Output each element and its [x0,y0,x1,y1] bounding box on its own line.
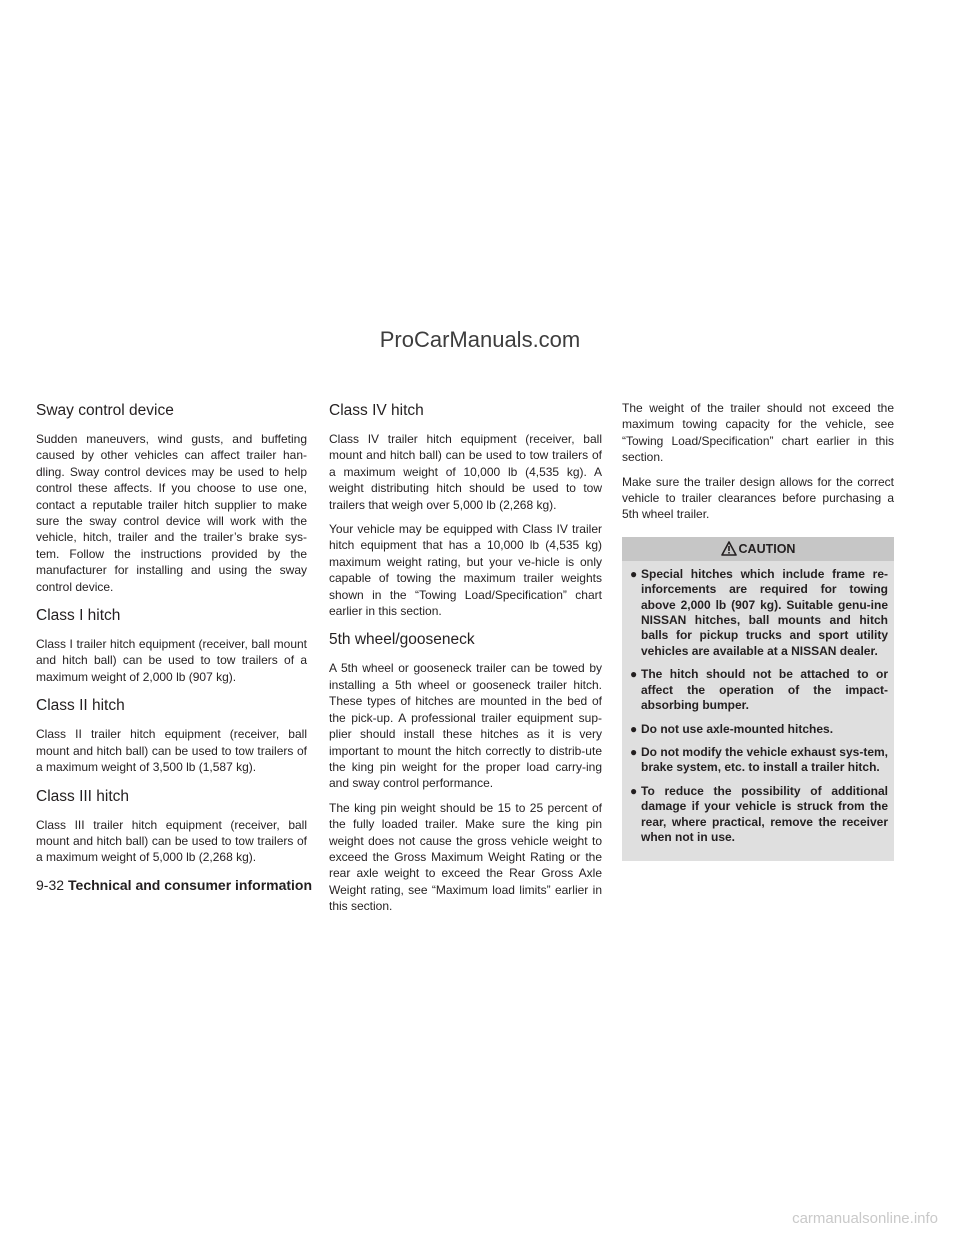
paragraph-king-pin-weight: The king pin weight should be 15 to 25 percent of the fully loaded trailer. Make sure the king pin weight does not cause the gross vehicle weight to exceed the Gross Maximum Weight Rating or the rear axle weight to exceed the Rear Gross Axle Weight rating, see “Maximum load limits” earlier in this section. [329,800,602,914]
caution-title: CAUTION [738,541,796,556]
paragraph-sway-control: Sudden maneuvers, wind gusts, and buffeting caused by other vehicles can affect trailer han-dling. Sway control devices may be used to help control these affects. If you choose to use one, contact a reputable trailer hitch supplier to make sure the sway control device will work with the vehicle, hitch, trailer and the trailer’s brake sys-tem. Follow the instructions provided by the manufacturer for installing and using the sway control device. [36,432,307,594]
caution-item-text: Do not modify the vehicle exhaust sys-tem, brake system, etc. to install a trailer hitch. [641,744,888,775]
caution-item-text: The hitch should not be attached to or affect the operation of the impact-absorbing bumper. [641,667,888,713]
paragraph-trailer-weight: The weight of the trailer should not exceed the maximum towing capacity for the vehicle, see “Towing Load/Specification” chart earlier in this section. [622,401,894,465]
heading-class-4-hitch: Class IV hitch [329,402,424,419]
page-number: 9-32 [36,877,65,893]
caution-item-text: Special hitches which include frame re-inforcements are required for towing above 2,000 lb (907 kg). Suitable genu-ine NISSAN hitches, ball mounts and hitch balls for pickup trucks and sport utility vehicles are available at a NISSAN dealer. [641,566,888,658]
paragraph-class-1-hitch: Class I trailer hitch equipment (receiver, ball mount and hitch ball) can be used to tow trailers of a maximum weight of 2,000 lb (907 kg). [36,637,307,684]
paragraph-class-3-hitch: Class III trailer hitch equipment (receiver, ball mount and hitch ball) can be used to tow trailers of a maximum weight of 5,000 lb (2,268 kg). [36,817,307,865]
heading-class-1-hitch: Class I hitch [36,607,121,625]
section-title: Technical and consumer information [68,877,313,893]
watermark-procarmanuals: ProCarManuals.com [379,327,581,352]
caution-header [622,537,894,561]
caution-item [622,722,894,737]
watermark-carmanualsonline: carmanualsonline.info [792,1210,938,1227]
column-left [36,400,307,874]
caution-item-text: Do not use axle-mounted hitches. [641,721,834,736]
heading-class-2-hitch: Class II hitch [36,697,125,715]
caution-item [622,745,894,776]
heading-5th-wheel: 5th wheel/gooseneck [329,631,475,649]
caution-item [622,784,894,846]
paragraph-trailer-design: Make sure the trailer design allows for the correct vehicle to trailer clearances before purchasing a 5th wheel trailer. [622,474,894,522]
heading-sway-control: Sway control device [36,402,174,419]
paragraph-class-4-rating: Your vehicle may be equipped with Class IV trailer hitch equipment that has a 10,000 lb (4,535 kg) maximum weight rating, but your ve-hicle is only capable of towing the maximum trailer weights shown in the “Towing Load/Specification” chart earlier in this section. [329,522,602,619]
bullet-icon: ● [630,721,638,736]
caution-item [622,567,894,659]
bullet-icon: ● [630,744,638,759]
column-right [622,400,894,861]
caution-item-text: To reduce the possibility of additional damage if your vehicle is struck from the rear, where practical, remove the receiver when not in use. [641,783,888,844]
heading-class-3-hitch: Class III hitch [36,787,130,805]
caution-box [622,537,894,862]
paragraph-5th-wheel: A 5th wheel or gooseneck trailer can be towed by installing a 5th wheel or gooseneck trailer hitch. These types of hitches are mounted in the bed of the pick-up. A professional trailer equipment sup-plier should install these hitches as it is very important to mount the hitch correctly to distrib-ute the king pin weight for the proper load carry-ing and sway control performance. [329,661,602,791]
column-middle [329,400,602,923]
warning-triangle-icon [721,542,739,556]
bullet-icon: ● [630,783,638,798]
bullet-icon: ● [630,566,638,581]
bullet-icon: ● [630,667,638,682]
paragraph-class-4-hitch: Class IV trailer hitch equipment (receiver, ball mount and hitch ball) can be used to tow trailers of a maximum weight of 10,000 lb (4,535 kg). A weight distributing hitch should be used to tow trailers that weigh over 5,000 lb (2,268 kg). [329,432,602,512]
caution-item [622,667,894,713]
page-footer [36,877,312,893]
paragraph-class-2-hitch: Class II trailer hitch equipment (receiver, ball mount and hitch ball) can be used to tow trailers of a maximum weight of 3,500 lb (1,587 kg). [36,727,307,775]
